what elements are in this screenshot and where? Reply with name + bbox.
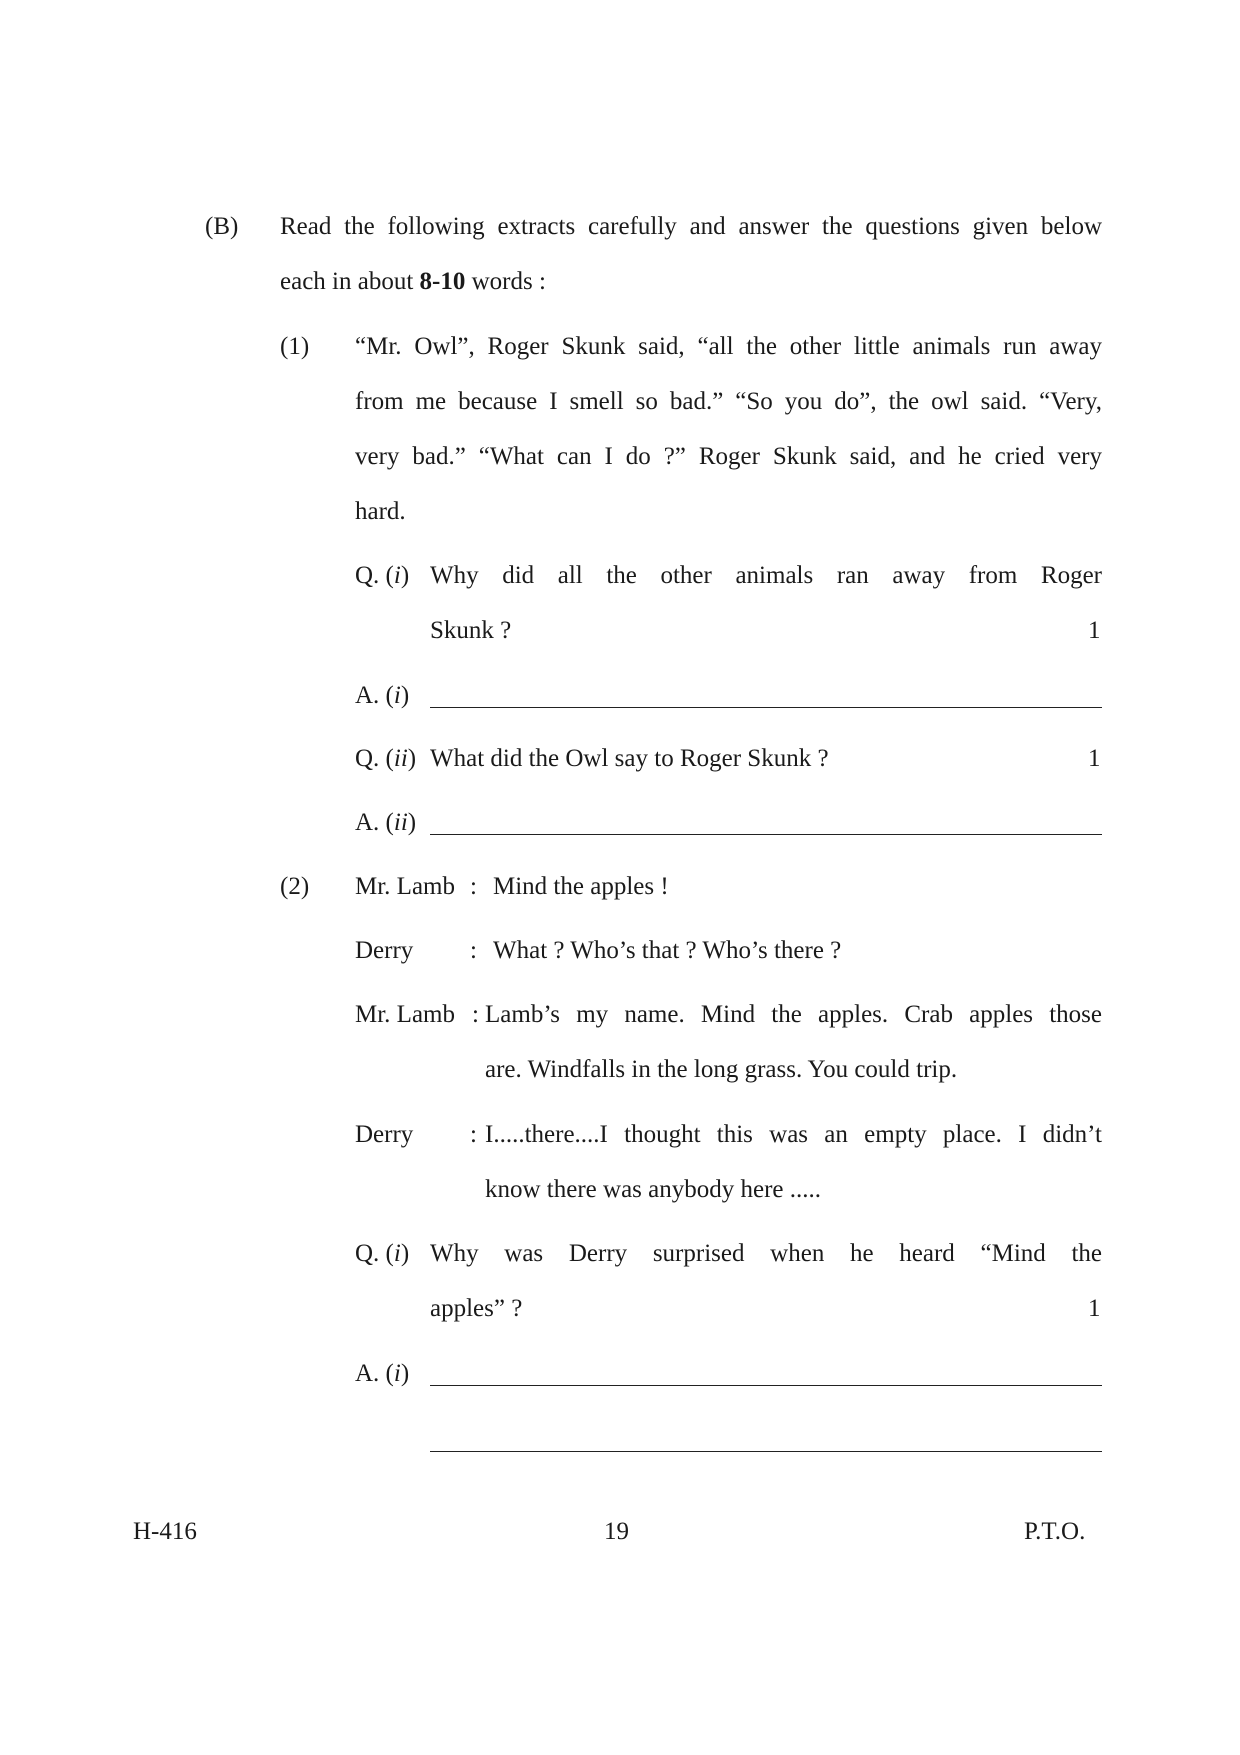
extract1-line: “Mr. Owl”, Roger Skunk said, “all the other little animals run away <box>355 333 1102 360</box>
label-roman: ii <box>393 809 408 836</box>
label-prefix: A. ( <box>355 682 394 709</box>
label-prefix: A. ( <box>355 1360 394 1387</box>
dialogue-colon: : <box>472 1001 479 1028</box>
dialogue-colon: : <box>470 873 477 900</box>
extract1-a2-label <box>355 809 416 837</box>
extract2-a1-answer-line-2[interactable] <box>430 1451 1102 1452</box>
instruction-text-post: words : <box>465 268 546 295</box>
extract2-q1-label <box>355 1240 409 1268</box>
label-suffix: ) <box>400 682 410 709</box>
label-suffix: ) <box>400 562 410 589</box>
label-roman: ii <box>393 745 408 772</box>
extract1-a2-answer-line[interactable] <box>430 834 1102 835</box>
dialogue-speaker: Mr. Lamb <box>355 873 455 900</box>
label-roman: i <box>393 1360 401 1387</box>
dialogue-line: Mind the apples ! <box>493 873 669 900</box>
extract2-q1-text-line1: Why was Derry surprised when he heard “Mind the <box>430 1240 1102 1267</box>
extract2-q1-text-line2: apples” ? <box>430 1295 523 1322</box>
extract2-q1-marks: 1 <box>1088 1295 1101 1322</box>
dialogue-line: Lamb’s my name. Mind the apples. Crab apples those <box>485 1001 1102 1028</box>
dialogue-speaker: Mr. Lamb <box>355 1001 455 1028</box>
instruction-word-count: 8-10 <box>419 268 466 295</box>
dialogue-speaker: Derry <box>355 937 414 964</box>
dialogue-colon: : <box>470 937 477 964</box>
label-suffix: ) <box>400 1240 410 1267</box>
extract1-q2-label <box>355 745 416 773</box>
label-roman: i <box>393 562 401 589</box>
footer-page-number: 19 <box>604 1518 629 1545</box>
dialogue-line-continued: know there was anybody here ..... <box>485 1176 822 1203</box>
extract1-a1-answer-line[interactable] <box>430 707 1102 708</box>
label-roman: i <box>393 1240 401 1267</box>
extract1-line: from me because I smell so bad.” “So you do”, the owl said. “Very, <box>355 388 1102 415</box>
extract1-q2-text: What did the Owl say to Roger Skunk ? <box>430 745 829 772</box>
label-suffix: ) <box>407 745 417 772</box>
extract1-line: hard. <box>355 498 406 525</box>
extract1-q1-marks: 1 <box>1088 617 1101 644</box>
label-suffix: ) <box>407 809 417 836</box>
section-instruction-line1: Read the following extracts carefully and answer the questions given below <box>280 213 1102 240</box>
extract1-q2-marks: 1 <box>1088 745 1101 772</box>
dialogue-line: What ? Who’s that ? Who’s there ? <box>493 937 842 964</box>
dialogue-line: I.....there....I thought this was an empty place. I didn’t <box>485 1121 1102 1148</box>
label-prefix: Q. ( <box>355 562 394 589</box>
section-instruction-line2 <box>280 268 546 296</box>
dialogue-speaker: Derry <box>355 1121 414 1148</box>
label-prefix: Q. ( <box>355 1240 394 1267</box>
section-label: (B) <box>205 213 239 240</box>
extract1-a1-label <box>355 682 409 710</box>
footer-pto: P.T.O. <box>1024 1518 1086 1545</box>
extract1-q1-label <box>355 562 409 590</box>
label-prefix: Q. ( <box>355 745 394 772</box>
label-prefix: A. ( <box>355 809 394 836</box>
extract2-a1-label <box>355 1360 409 1388</box>
extract2-number: (2) <box>280 873 310 900</box>
extract2-a1-answer-line[interactable] <box>430 1385 1102 1386</box>
dialogue-line-continued: are. Windfalls in the long grass. You could trip. <box>485 1056 958 1083</box>
extract1-q1-text-line1: Why did all the other animals ran away from Roger <box>430 562 1102 589</box>
instruction-text-pre: each in about <box>280 268 420 295</box>
footer-paper-code: H-416 <box>133 1518 197 1545</box>
label-roman: i <box>393 682 401 709</box>
extract1-q1-text-line2: Skunk ? <box>430 617 512 644</box>
extract1-line: very bad.” “What can I do ?” Roger Skunk said, and he cried very <box>355 443 1102 470</box>
dialogue-colon: : <box>470 1121 477 1148</box>
label-suffix: ) <box>400 1360 410 1387</box>
extract1-number: (1) <box>280 333 310 360</box>
